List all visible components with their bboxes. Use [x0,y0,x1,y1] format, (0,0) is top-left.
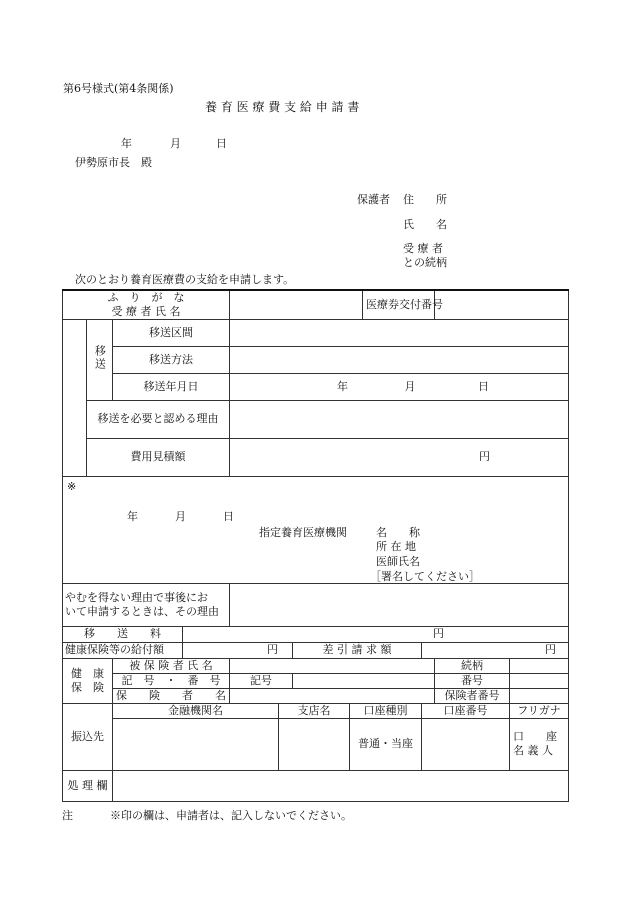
date-month-label: 月 [170,137,181,150]
transport-date-day: 日 [478,379,489,393]
guardian-address-label: 住 所 [403,193,447,206]
account-holder-label-1: 口 座 [513,730,557,744]
addressee: 伊勢原市長 殿 [75,156,152,169]
transport-date-field[interactable] [230,373,569,400]
transfer-label: 振込先 [63,703,113,770]
transport-reason-field[interactable] [230,400,569,438]
account-type-field[interactable]: 普通・当座 [350,718,422,770]
kana-label: フリガナ [510,703,569,718]
estimated-cost-label: 費用見積額 [87,438,230,476]
furigana-label: ふ り が な [107,291,185,304]
balance-yen: 円 [545,643,556,657]
account-holder-label-2: 名 義 人 [513,744,553,757]
relationship-label: 続柄 [435,658,510,673]
application-form-table [62,289,569,802]
health-insurance-label: 健 康 保 険 [63,658,113,703]
date-day-label: 日 [216,137,227,150]
transport-fee-label: 移 送 料 [63,626,183,642]
transport-method-label: 移送方法 [113,346,230,373]
transport-date-year: 年 [337,379,348,393]
insurer-name-label: 保 険 者 名 [113,688,230,703]
insurance-benefit-yen: 円 [267,643,278,657]
insurer-number-field[interactable] [510,688,569,703]
balance-label: 差 引 請 求 額 [293,642,422,658]
patient-name-label-cell [63,290,230,319]
patient-name-label: 受 療 者 氏 名 [111,304,181,318]
institution-address-label: 所 在 地 [376,539,416,553]
branch-name-label: 支店名 [279,703,350,718]
insured-name-field[interactable] [230,658,435,673]
processing-field [113,770,569,801]
cert-date-year: 年 [127,509,138,523]
transport-outer-cell [63,319,87,476]
note-label: 注 [62,809,73,822]
symbol-number-label: 記 号 ・ 番 号 [113,673,230,688]
insurer-name-field[interactable] [230,688,435,703]
transport-reason-label: 移送を必要と認める理由 [87,400,230,438]
insurance-benefit-field[interactable] [183,642,293,658]
cert-date-month: 月 [175,509,186,523]
bank-name-field[interactable] [113,718,279,770]
transport-date-label: 移送年月日 [113,373,230,400]
transport-section-field[interactable] [230,319,569,346]
number-field[interactable] [510,673,569,688]
physician-certification-block [63,476,569,583]
relation-label-2: との続柄 [403,256,447,269]
guardian-label: 保護者 [357,193,390,206]
account-number-label: 口座番号 [422,703,510,718]
relation-label-1: 受 療 者 [403,242,443,255]
bank-name-label: 金融機関名 [113,703,279,718]
transport-fee-field[interactable] [183,626,569,642]
note-text: ※印の欄は、申請者は、記入しないでください。 [110,809,352,822]
transport-vertical-label: 移送 [87,319,113,400]
transport-fee-yen: 円 [433,627,444,641]
symbol-label: 記号 [230,673,293,688]
page-title: 養 育 医 療 費 支 給 申 請 書 [205,100,360,114]
balance-field[interactable] [422,642,569,658]
number-label: 番号 [435,673,510,688]
processing-label: 処 理 欄 [63,770,113,801]
relationship-field[interactable] [510,658,569,673]
late-reason-field[interactable] [230,583,569,626]
date-year-label: 年 [121,137,132,150]
cert-date-day: 日 [223,509,234,523]
ticket-number-field[interactable] [435,290,569,319]
form-number: 第6号様式(第4条関係) [63,82,174,95]
late-reason-label-cell [63,583,230,626]
signature-note: ［署名してください］ [370,569,480,583]
symbol-field[interactable] [293,673,435,688]
estimated-cost-yen: 円 [479,450,490,464]
transport-method-field[interactable] [230,346,569,373]
late-reason-label-1: やむを得ない理由で事後にお [65,590,208,604]
transport-section-label: 移送区間 [113,319,230,346]
doctor-name-label: 医師氏名 [376,554,420,568]
estimated-cost-field[interactable] [230,438,569,476]
patient-name-field[interactable] [230,290,363,319]
account-holder-field[interactable] [510,718,569,770]
guardian-name-label: 氏 名 [403,218,447,231]
insurance-benefit-label: 健康保険等の給付額 [63,642,183,658]
insured-name-label: 被 保 険 者 氏 名 [113,658,230,673]
institution-label: 指定養育医療機関 [259,525,347,539]
account-number-field[interactable] [422,718,510,770]
late-reason-label-2: いて申請するときは、その理由 [65,604,219,618]
insurer-number-label: 保険者番号 [435,688,510,703]
institution-name-label: 名 称 [376,525,420,539]
account-type-label: 口座種別 [350,703,422,718]
intro-text: 次のとおり養育医療費の支給を申請します。 [75,273,295,286]
branch-name-field[interactable] [279,718,350,770]
kome-mark: ※ [67,479,77,493]
ticket-number-label: 医療券交付番号 [363,290,435,319]
transport-date-month: 月 [404,379,416,393]
